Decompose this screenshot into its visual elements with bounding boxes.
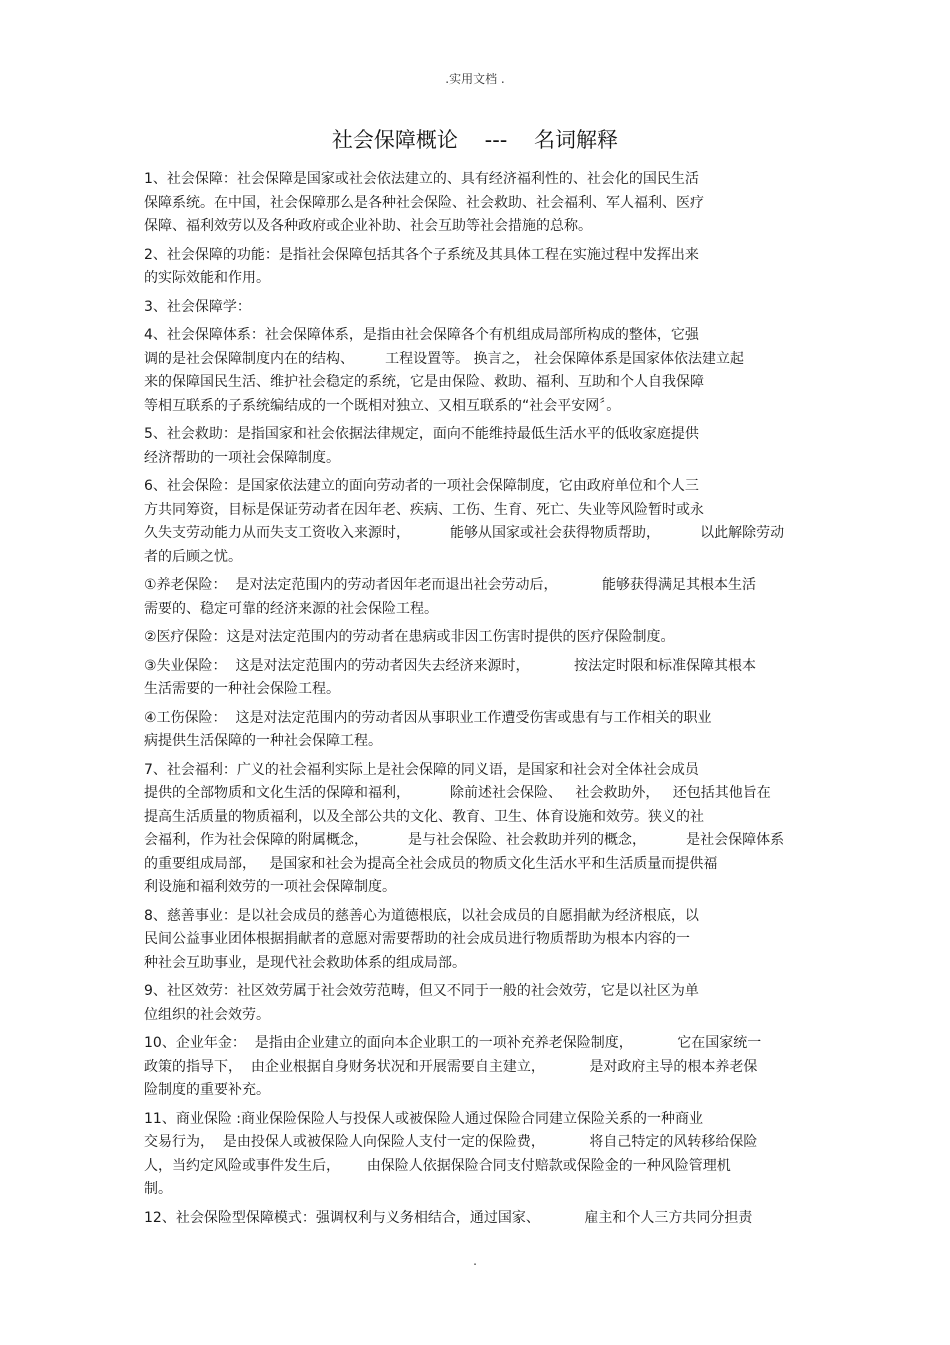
paragraph-line: 病提供生活保障的一种社会保障工程。 xyxy=(144,733,382,749)
paragraph xyxy=(144,168,804,239)
paragraph-line: ①养老保险： 是对法定范围内的劳动者因年老而退出社会劳动后， 能够获得满足其根本生活 xyxy=(144,577,756,593)
paragraph xyxy=(144,475,804,569)
paragraph xyxy=(144,324,804,418)
paragraph xyxy=(144,707,804,754)
paragraph-line: 会福利，作为社会保障的附属概念， 是与社会保险、社会救助并列的概念， 是社会保障体系 xyxy=(144,832,785,848)
paragraph xyxy=(144,423,804,470)
paragraph xyxy=(144,980,804,1027)
paragraph-line: 方共同筹资，目标是保证劳动者在因年老、疾病、工伤、生育、死亡、失业等风险暂时或永 xyxy=(144,501,704,518)
paragraph-line: ④工伤保险： 这是对法定范围内的劳动者因从事职业工作遭受伤害或患有与工作相关的职业 xyxy=(144,709,712,726)
paragraph-line: 民间公益事业团体根据捐献者的意愿对需要帮助的社会成员进行物质帮助为根本内容的一 xyxy=(144,931,690,947)
paragraph-line: 等相互联系的子系统编结成的一个既相对独立、又相互联系的“社会平安网〞。 xyxy=(144,397,621,414)
paragraph-line: 需要的、稳定可靠的经济来源的社会保险工程。 xyxy=(144,600,438,617)
document-body xyxy=(144,168,804,1235)
paragraph-line: 政策的指导下， 由企业根据自身财务状况和开展需要自主建立， 是对政府主导的根本养老保 xyxy=(144,1058,758,1075)
paragraph-line: 2、社会保障的功能：是指社会保障包括其各个子系统及其具体工程在实施过程中发挥出来 xyxy=(144,246,699,263)
paragraph xyxy=(144,1207,804,1231)
paragraph xyxy=(144,905,804,976)
page-header: .实用文档 . xyxy=(445,72,505,86)
paragraph-line: 1、社会保障：社会保障是国家或社会依法建立的、具有经济福利性的、社会化的国民生活 xyxy=(144,171,699,187)
paragraph-line: 12、社会保险型保障模式：强调权利与义务相结合，通过国家、 雇主和个人三方共同分担责 xyxy=(144,1209,753,1226)
paragraph-line: 的重要组成局部， 是国家和社会为提高全社会成员的物质文化生活水平和生活质量而提供福 xyxy=(144,855,718,872)
paragraph-line: 8、慈善事业：是以社会成员的慈善心为道德根底，以社会成员的自愿捐献为经济根底，以 xyxy=(144,907,699,924)
paragraph-line: 5、社会救助：是指国家和社会依据法律规定，面向不能维持最低生活水平的低收家庭提供 xyxy=(144,426,699,442)
paragraph-line: 种社会互助事业，是现代社会救助体系的组成局部。 xyxy=(144,954,466,971)
paragraph-line: 人，当约定风险或事件发生后， 由保险人依据保险合同支付赔款或保险金的一种风险管理机 xyxy=(144,1157,731,1174)
paragraph-line: 制。 xyxy=(144,1181,172,1197)
paragraph-line: 经济帮助的一项社会保障制度。 xyxy=(144,449,340,466)
paragraph-line: 提供的全部物质和文化生活的保障和福利， 除前述社会保险、 社会救助外， 还包括其他旨在 xyxy=(144,785,771,801)
paragraph-line: 6、社会保险：是国家依法建立的面向劳动者的一项社会保障制度，它由政府单位和个人三 xyxy=(144,478,699,494)
paragraph xyxy=(144,244,804,291)
paragraph-line: 久失支劳动能力从而失支工资收入来源时， 能够从国家或社会获得物质帮助， 以此解除劳动 xyxy=(144,525,785,541)
paragraph-line: 保障系统。在中国，社会保障那么是各种社会保险、社会救助、社会福利、军人福利、医疗 xyxy=(144,194,704,211)
paragraph xyxy=(144,759,804,900)
paragraph xyxy=(144,655,804,702)
paragraph-line: 的实际效能和作用。 xyxy=(144,270,270,286)
paragraph xyxy=(144,1032,804,1103)
paragraph-line: 10、企业年金： 是指由企业建立的面向本企业职工的一项补充养老保险制度， 它在国家统一 xyxy=(144,1035,762,1051)
paragraph-line: 7、社会福利：广义的社会福利实际上是社会保障的同义语，是国家和社会对全体社会成员 xyxy=(144,761,699,778)
page-footer: . xyxy=(473,1254,477,1268)
page-title: 社会保障概论 --- 名词解释 xyxy=(331,128,619,152)
paragraph xyxy=(144,1108,804,1202)
paragraph-line: 险制度的重要补充。 xyxy=(144,1082,270,1098)
paragraph-line: 4、社会保障体系：社会保障体系，是指由社会保障各个有机组成局部所构成的整体，它强 xyxy=(144,327,699,343)
paragraph xyxy=(144,574,804,621)
paragraph-line: 调的是社会保障制度内在的结构、 工程设置等。 换言之， 社会保障体系是国家体依法建立起 xyxy=(144,350,745,367)
paragraph-line: 9、社区效劳：社区效劳属于社会效劳范畴，但又不同于一般的社会效劳，它是以社区为单 xyxy=(144,983,699,999)
paragraph-line: 利设施和福利效劳的一项社会保障制度。 xyxy=(144,879,396,895)
paragraph-line: 提高生活质量的物质福利，以及全部公共的文化、教育、卫生、体育设施和效劳。狭义的社 xyxy=(144,808,704,825)
paragraph-line: 交易行为， 是由投保人或被保险人向保险人支付一定的保险费， 将自己特定的风转移给保险 xyxy=(144,1134,758,1150)
paragraph-line: ②医疗保险：这是对法定范围内的劳动者在患病或非因工伤害时提供的医疗保险制度。 xyxy=(144,629,675,645)
paragraph xyxy=(144,626,804,650)
paragraph xyxy=(144,296,804,320)
paragraph-line: ③失业保险： 这是对法定范围内的劳动者因失去经济来源时， 按法定时限和标准保障其根本 xyxy=(144,657,756,674)
paragraph-line: 者的后顾之忧。 xyxy=(144,548,242,565)
paragraph-line: 生活需要的一种社会保险工程。 xyxy=(144,681,340,697)
paragraph-line: 保障、福利效劳以及各种政府或企业补助、社会互助等社会措施的总称。 xyxy=(144,218,592,234)
paragraph-line: 11、商业保险 :商业保险保险人与投保人或被保险人通过保险合同建立保险关系的一种商业 xyxy=(144,1110,703,1127)
paragraph-line: 位组织的社会效劳。 xyxy=(144,1006,270,1023)
paragraph-line: 3、社会保障学： xyxy=(144,298,251,315)
paragraph-line: 来的保障国民生活、维护社会稳定的系统，它是由保险、救助、福利、互助和个人自我保障 xyxy=(144,374,704,390)
